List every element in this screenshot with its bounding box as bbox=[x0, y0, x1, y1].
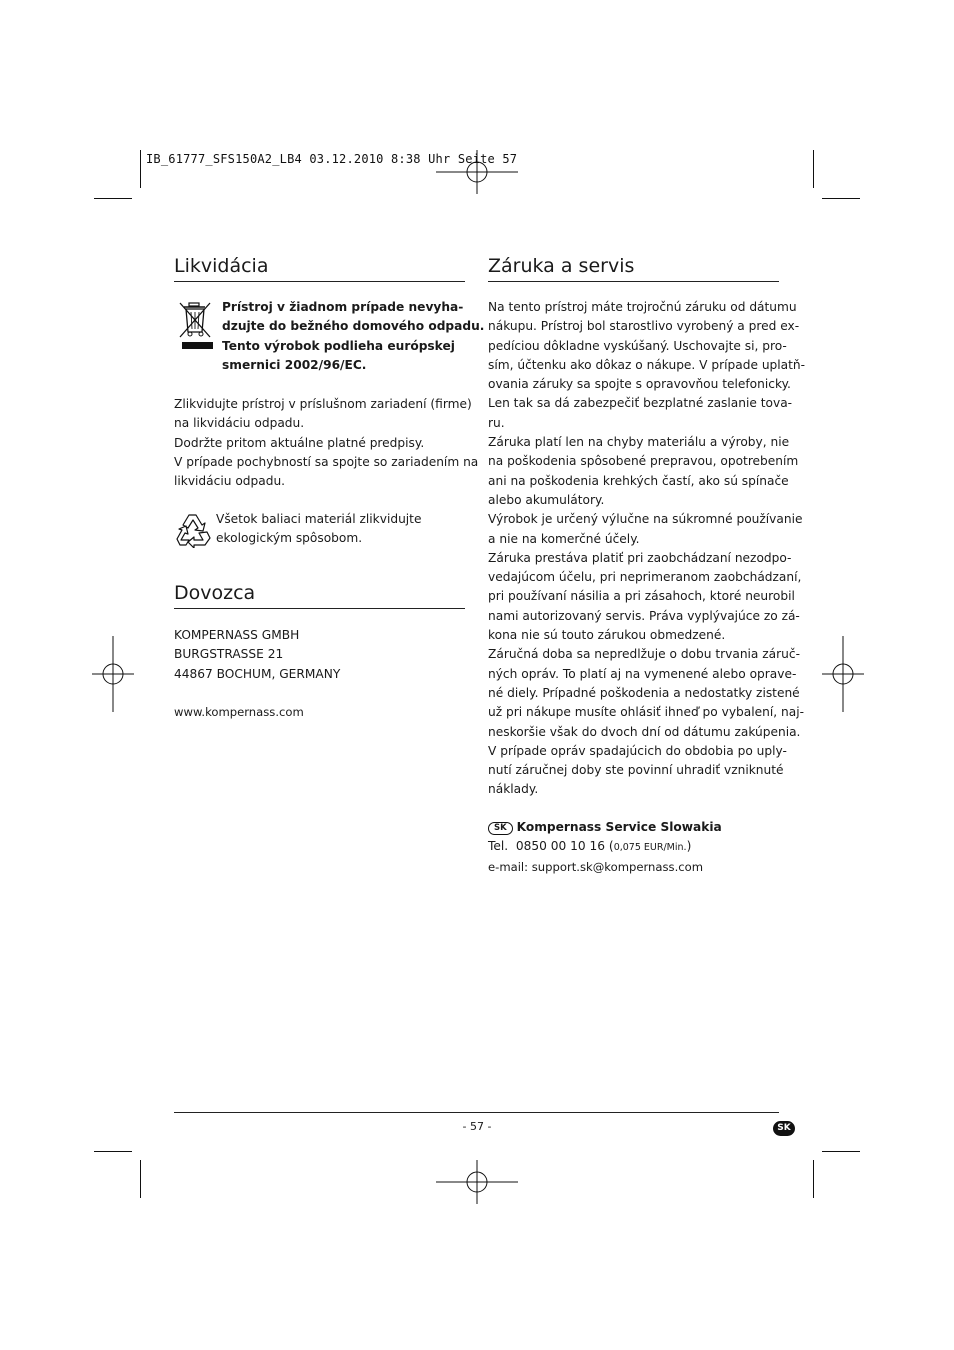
crop-mark bbox=[140, 150, 141, 188]
warranty-text: Na tento prístroj máte trojročnú záruku od dátumu nákupu. Prístroj bol starostlivo vyrobený a pred ex- pedíciou dôkladne vyskúšaný. Uschovajte si, pro- sím, účtenku ako dôkaz o nákupe. V prípade uplatň- ovania záruky sa spojte s opravovňou telefonicky. Len tak sa dá zabezpečiť bezplatné zaslanie tova- ru. Záruka platí len na chyby materiálu a výroby, nie na poškodenia spôsobené prepravou, opotrebením ani na poškodenia krehkých častí, ako sú spínače alebo akumulátory. Výrobok je určený výlučne na súkromné používanie a nie na komerčné účely. Záruka prestáva platiť pri zaobchádzaní nezodpo- vedajúcom účelu, pri neprimeranom zaobchádzaní, pri používaní násilia a pri zásahoch, ktoré neurobil nami autorizovaný servis. Práva vyplývajúce zo zá- kona nie sú touto zárukou obmedzené. Záručná doba sa nepredlžuje o dobu trvania záruč- ných opráv. To platí aj na vymenené alebo oprave- né diely. Prípadné poškodenia a nedostatky zistené už pri nákupe musíte ohlásiť ihneď po vybalení, naj- neskoršie však do dvoch dní od dátumu zakúpenia. V prípade opráv spadajúcich do obdobia po uply- nutí záručnej doby ste povinní uhradiť vzniknuté náklady. bbox=[488, 300, 806, 797]
crop-mark bbox=[822, 198, 860, 199]
recycle-text: Všetok baliaci materiál zlikvidujte ekologickým spôsobom. bbox=[216, 512, 422, 546]
footer-rule bbox=[174, 1112, 779, 1113]
service-email: e-mail: support.sk@kompernass.com bbox=[488, 859, 704, 874]
crop-mark bbox=[813, 150, 814, 188]
tel-number: 0850 00 10 16 bbox=[515, 839, 606, 854]
disposal-title: Likvidácia bbox=[174, 255, 269, 277]
tel-label: Tel. bbox=[488, 839, 509, 854]
country-badge: SK bbox=[488, 822, 513, 835]
disposal-warning: Prístroj v žiadnom prípade nevyha- dzujte do bežného domového odpadu. Tento výrobok podlieha európskej smernici 2002/96/EC. bbox=[222, 300, 485, 372]
crossed-out-bin-icon bbox=[176, 300, 216, 352]
registration-mark-left bbox=[92, 636, 134, 712]
page-number: - 57 - bbox=[462, 1120, 492, 1133]
crop-mark bbox=[94, 198, 132, 199]
crop-mark bbox=[822, 1151, 860, 1152]
language-badge: SK bbox=[773, 1121, 795, 1136]
service-contact: SK Kompernass Service Slowakia Tel. 0850 00 10 16 (0,075 EUR/Min.) e-mail: support.sk@kompernass.com bbox=[488, 818, 722, 877]
service-name: Kompernass Service Slowakia bbox=[516, 820, 722, 834]
recycle-icon bbox=[175, 512, 213, 548]
crop-mark bbox=[94, 1151, 132, 1152]
title-rule bbox=[174, 608, 465, 609]
print-slug: IB_61777_SFS150A2_LB4 03.12.2010 8:38 Uhr Seite 57 bbox=[146, 152, 518, 166]
registration-mark-right bbox=[822, 636, 864, 712]
importer-address: KOMPERNASS GMBH BURGSTRASSE 21 44867 BOCHUM, GERMANY bbox=[174, 628, 341, 681]
importer-title: Dovozca bbox=[174, 582, 256, 604]
registration-mark-bottom bbox=[436, 1160, 518, 1204]
disposal-text: Zlikvidujte prístroj v príslušnom zariadení (firme) na likvidáciu odpadu. Dodržte pritom aktuálne platné predpisy. V prípade pochybností sa spojte so zariadením na likvidáciu odpadu. bbox=[174, 397, 479, 489]
crop-mark bbox=[140, 1160, 141, 1198]
title-rule bbox=[174, 281, 465, 282]
tel-rate: 0,075 EUR/Min. bbox=[613, 842, 687, 854]
crop-mark bbox=[813, 1160, 814, 1198]
title-rule bbox=[488, 281, 779, 282]
importer-website: www.kompernass.com bbox=[174, 705, 304, 719]
warranty-title: Záruka a servis bbox=[488, 255, 635, 277]
